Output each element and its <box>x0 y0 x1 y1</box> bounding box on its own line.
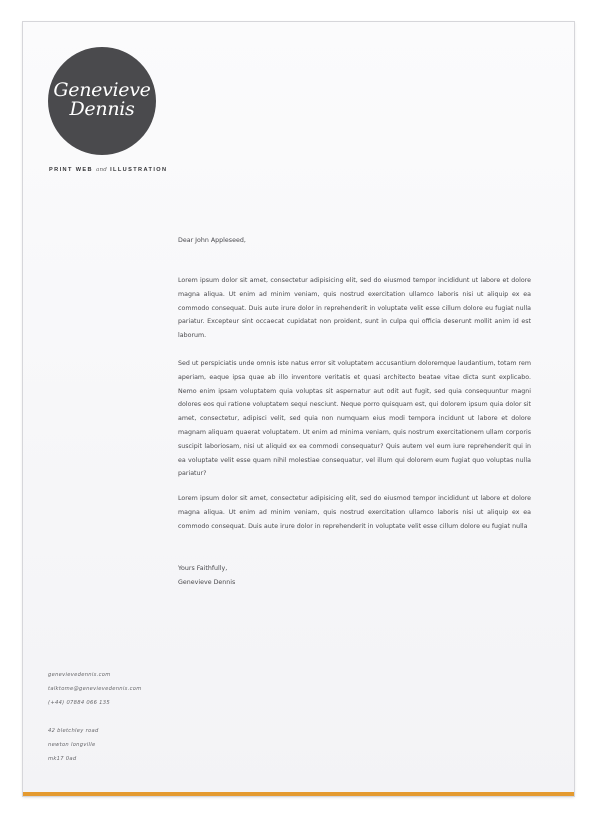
letter-paragraph-3: Lorem ipsum dolor sit amet, consectetur adipisicing elit, sed do eiusmod tempor incididunt ut labore et dolore magna aliqua. Ut enim ad minim veniam, quis nostrud exercitation ullamco laboris nisi ut aliquip ex ea commodo consequat. Duis aute irure dolor in reprehenderit in voluptate velit esse cillum dolore eu fugiat nulla <box>178 495 531 530</box>
contact-website: genevievedennis.com <box>48 672 111 678</box>
logo-name-first: Genevieve <box>53 79 151 101</box>
letter-salutation: Dear John Appleseed, <box>178 237 246 244</box>
tagline-and: and <box>95 167 108 173</box>
logo-name-last: Dennis <box>69 98 135 120</box>
tagline-part1: PRINT WEB <box>49 167 93 173</box>
letter-signature: Genevieve Dennis <box>178 579 236 586</box>
logo <box>48 47 156 155</box>
contact-postcode: mk17 0ad <box>48 756 77 762</box>
tagline <box>49 167 167 173</box>
contact-email: talktome@genevievedennis.com <box>48 686 142 692</box>
footer-accent-bar <box>23 792 574 796</box>
contact-address-line1: 42 bletchley road <box>48 728 99 734</box>
letter-paragraph-1: Lorem ipsum dolor sit amet, consectetur adipisicing elit, sed do eiusmod tempor incididunt ut labore et dolore magna aliqua. Ut enim ad minim veniam, quis nostrud exercitation ullamco laboris nisi ut aliquip ex ea commodo consequat. Duis aute irure dolor in reprehenderit in voluptate velit esse cillum dolore eu fugiat nulla pariatur. Excepteur sint occaecat cupidatat non proident, sunt in culpa qui officia deserunt mollit anim id est laborum. <box>178 277 531 340</box>
contact-address-line2: newton longville <box>48 742 96 748</box>
letter-paragraph-2: Sed ut perspiciatis unde omnis iste natus error sit voluptatem accusantium doloremque laudantium, totam rem aperiam, eaque ipsa quae ab illo inventore veritatis et quasi architecto beatae vitae dicta sunt explicabo. Nemo enim ipsam voluptatem quia voluptas sit aspernatur aut odit aut fugit, sed quia consequuntur magni dolores eos qui ratione voluptatem sequi nesciunt. Neque porro quisquam est, qui dolorem ipsum quia dolor sit amet, consectetur, adipisci velit, sed quia non numquam eius modi tempora incidunt ut labore et dolore magnam aliquam quaerat voluptatem. Ut enim ad minima veniam, quis nostrum exercitationem ullam corporis suscipit laboriosam, nisi ut aliquid ex ea commodi consequatur? Quis autem vel eum iure reprehenderit qui in ea voluptate velit esse quam nihil molestiae consequatur, vel illum qui dolorem eum fugiat quo voluptas nulla pariatur? <box>178 360 531 478</box>
letter-closing: Yours Faithfully, <box>178 565 228 572</box>
tagline-part2: ILLUSTRATION <box>110 167 168 173</box>
letterhead-page <box>23 22 574 796</box>
contact-phone: (+44) 07884 066 135 <box>48 700 110 706</box>
